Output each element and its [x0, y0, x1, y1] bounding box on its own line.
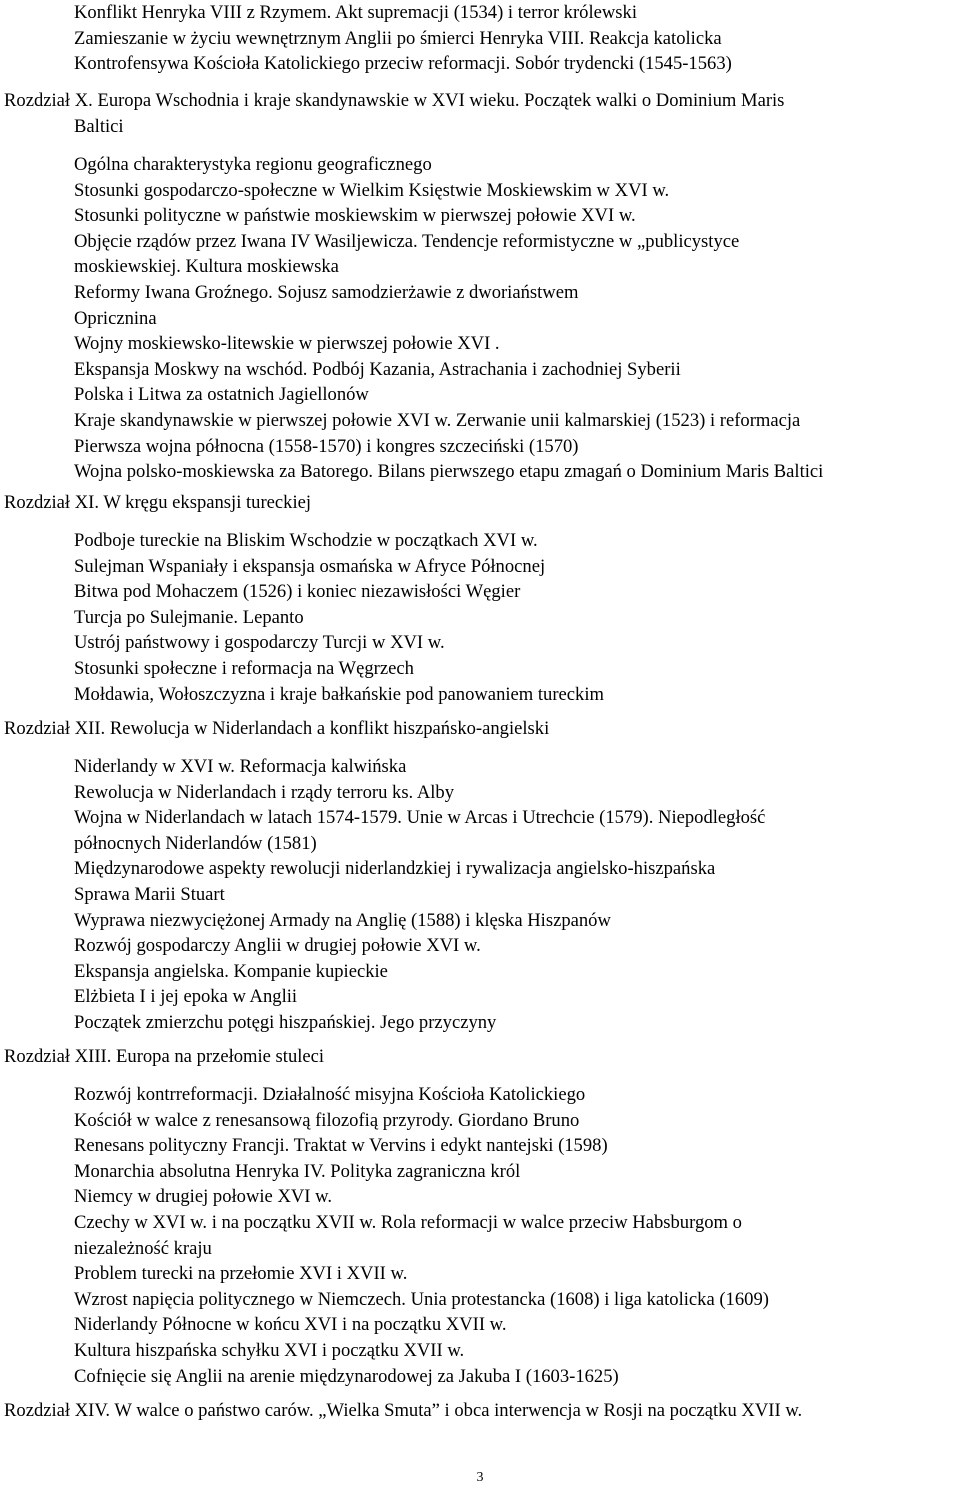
- toc-item: Kultura hiszpańska schyłku XVI i początku XVII w.: [74, 1339, 465, 1361]
- toc-item: Wyprawa niezwyciężonej Armady na Anglię (1588) i klęska Hiszpanów: [74, 909, 611, 931]
- toc-item: Elżbieta I i jej epoka w Anglii: [74, 986, 298, 1008]
- toc-item: Pierwsza wojna północna (1558-1570) i kongres szczeciński (1570): [74, 435, 579, 457]
- toc-item: Międzynarodowe aspekty rewolucji niderlandzkiej i rywalizacja angielsko-hiszpańska: [74, 858, 716, 880]
- chapter-title: Rozdział X. Europa Wschodnia i kraje skandynawskie w XVI wieku. Początek walki o Dominium Maris: [4, 90, 785, 111]
- continued-items: [74, 0, 954, 77]
- page-number: 3: [476, 1470, 484, 1485]
- toc-item: Objęcie rządów przez Iwana IV Wasiljewicza. Tendencje reformistyczne w „publicystyce: [74, 230, 740, 252]
- toc-item: Rewolucja w Niderlandach i rządy terroru ks. Alby: [74, 781, 455, 803]
- toc-item: Ekspansja Moskwy na wschód. Podbój Kazania, Astrachania i zachodniej Syberii: [74, 358, 681, 380]
- toc-item: Ekspansja angielska. Kompanie kupieckie: [74, 960, 388, 982]
- toc-item: Stosunki polityczne w państwie moskiewskim w pierwszej połowie XVI w.: [74, 205, 636, 227]
- chapter-title: Rozdział XII. Rewolucja w Niderlandach a konflikt hiszpańsko-angielski: [4, 718, 550, 739]
- toc-item: Kraje skandynawskie w pierwszej połowie XVI w. Zerwanie unii kalmarskiej (1523) i reformacja: [74, 409, 801, 431]
- toc-item: Bitwa pod Mohaczem (1526) i koniec niezawisłości Węgier: [74, 581, 521, 603]
- toc-item: Ogólna charakterystyka regionu geograficznego: [74, 154, 432, 175]
- chapter-heading-xiii: [4, 1044, 954, 1070]
- chapter-title: Rozdział XIII. Europa na przełomie stuleci: [4, 1046, 325, 1067]
- toc-item: Kontrofensywa Kościoła Katolickiego przeciw reformacji. Sobór trydencki (1545-1563): [74, 53, 732, 75]
- toc-item: Wojny moskiewsko-litewskie w pierwszej połowie XVI .: [74, 333, 500, 355]
- toc-item: Sulejman Wspaniały i ekspansja osmańska w Afryce Północnej: [74, 555, 546, 577]
- toc-item: Podboje tureckie na Bliskim Wschodzie w początkach XVI w.: [74, 530, 538, 551]
- toc-item: Stosunki gospodarczo-społeczne w Wielkim Księstwie Moskiewskim w XVI w.: [74, 179, 670, 201]
- toc-item: Konflikt Henryka VIII z Rzymem. Akt supremacji (1534) i terror królewski: [74, 2, 638, 23]
- toc-item: Cofnięcie się Anglii na arenie międzynarodowej za Jakuba I (1603-1625): [74, 1365, 619, 1387]
- toc-item: Turcja po Sulejmanie. Lepanto: [74, 606, 304, 628]
- toc-item: Stosunki społeczne i reformacja na Węgrzech: [74, 657, 414, 679]
- toc-item: niezależność kraju: [74, 1237, 212, 1259]
- chapter-items-x: [74, 152, 954, 485]
- toc-item: Niderlandy Północne w końcu XVI i na początku XVII w.: [74, 1314, 507, 1336]
- chapter-title-cont: Baltici: [74, 115, 124, 137]
- chapter-title: Rozdział XIV. W walce o państwo carów. „Wielka Smuta” i obca interwencja w Rosji na początku XVII w.: [4, 1400, 803, 1421]
- toc-item: Sprawa Marii Stuart: [74, 883, 225, 905]
- chapter-heading-x: [4, 88, 954, 139]
- toc-item: Mołdawia, Wołoszczyzna i kraje bałkańskie pod panowaniem tureckim: [74, 683, 604, 705]
- toc-item: Wojna polsko-moskiewska za Batorego. Bilans pierwszego etapu zmagań o Dominium Maris Baltici: [74, 461, 824, 483]
- toc-item: północnych Niderlandów (1581): [74, 832, 317, 854]
- toc-item: Opricznina: [74, 307, 157, 329]
- toc-item: Polska i Litwa za ostatnich Jagiellonów: [74, 384, 369, 406]
- chapter-title: Rozdział XI. W kręgu ekspansji tureckiej: [4, 492, 312, 513]
- toc-item: Renesans polityczny Francji. Traktat w Vervins i edykt nantejski (1598): [74, 1135, 608, 1157]
- toc-item: Zamieszanie w życiu wewnętrznym Anglii po śmierci Henryka VIII. Reakcja katolicka: [74, 27, 722, 49]
- chapter-items-xiii: [74, 1082, 954, 1389]
- toc-item: Wojna w Niderlandach w latach 1574-1579. Unie w Arcas i Utrechcie (1579). Niepodległość: [74, 807, 766, 829]
- chapter-heading-xiv: [4, 1398, 954, 1424]
- chapter-items-xii: [74, 754, 954, 1036]
- toc-item: Rozwój gospodarczy Anglii w drugiej połowie XVI w.: [74, 935, 481, 957]
- toc-item: Wzrost napięcia politycznego w Niemczech. Unia protestancka (1608) i liga katolicka (1609): [74, 1288, 769, 1310]
- toc-item: Ustrój państwowy i gospodarczy Turcji w XVI w.: [74, 632, 445, 654]
- toc-item: Kościół w walce z renesansową filozofią przyrody. Giordano Bruno: [74, 1109, 580, 1131]
- toc-item: Czechy w XVI w. i na początku XVII w. Rola reformacji w walce przeciw Habsburgom o: [74, 1211, 742, 1233]
- chapter-heading-xii: [4, 716, 954, 742]
- toc-item: Niemcy w drugiej połowie XVI w.: [74, 1186, 333, 1208]
- toc-item: Problem turecki na przełomie XVI i XVII w.: [74, 1263, 408, 1285]
- toc-item: Reformy Iwana Groźnego. Sojusz samodzierżawie z dworiaństwem: [74, 281, 579, 303]
- toc-item: Niderlandy w XVI w. Reformacja kalwińska: [74, 756, 407, 777]
- chapter-heading-xi: [4, 490, 954, 516]
- toc-item: Rozwój kontrreformacji. Działalność misyjna Kościoła Katolickiego: [74, 1084, 586, 1105]
- toc-item: moskiewskiej. Kultura moskiewska: [74, 256, 339, 278]
- chapter-items-xi: [74, 528, 954, 707]
- toc-item: Monarchia absolutna Henryka IV. Polityka zagraniczna król: [74, 1160, 521, 1182]
- toc-item: Początek zmierzchu potęgi hiszpańskiej. Jego przyczyny: [74, 1011, 497, 1033]
